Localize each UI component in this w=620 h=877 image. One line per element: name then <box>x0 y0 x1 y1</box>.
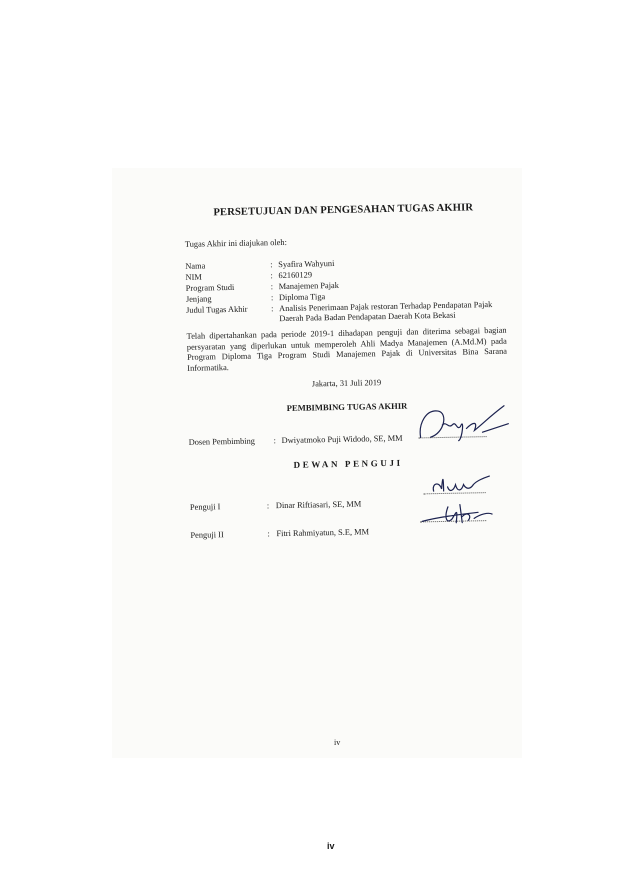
document-page-number: iv <box>334 738 341 747</box>
examiner-label: Penguji II <box>190 530 224 540</box>
examiner-name: Dinar Riftiasari, SE, MM <box>275 499 362 511</box>
document-title: PERSETUJUAN DAN PENGESAHAN TUGAS AKHIR <box>213 202 474 219</box>
supervisor-label: Dosen Pembimbing <box>188 436 256 447</box>
field-label: NIM <box>185 272 202 282</box>
field-colon: : <box>270 282 274 292</box>
field-colon: : <box>270 260 273 270</box>
field-value: Analisis Penerimaan Pajak restoran Terhadap Pendapatan Pajak Daerah Pada Badan Pendapatan Daerah Kota Bekasi <box>279 299 493 324</box>
field-label: Judul Tugas Akhir <box>186 304 248 315</box>
approval-paragraph: Telah dipertahankan pada periode 2019-1 dihadapan penguji dan diterima sebagai bagian persyaratan yang diperlukan untuk memperoleh Ahli Madya Manajemen (A.Md.M) pada Program Diploma Tiga Program Studi Manajemen Pajak di Universitas Bina Sarana Informatika. <box>186 325 508 373</box>
field-colon: : <box>266 501 270 511</box>
field-colon: : <box>270 271 273 281</box>
intro-text: Tugas Akhir ini diajukan oleh: <box>184 237 287 249</box>
examiner-name: Fitri Rahmiyatun, S.E, MM <box>276 527 370 539</box>
field-value: Manajemen Pajak <box>278 280 339 292</box>
examiner-2-signature-icon <box>418 498 499 530</box>
place-date: Jakarta, 31 Juli 2019 <box>311 378 382 389</box>
field-colon: : <box>273 436 277 446</box>
page-number: iv <box>327 841 335 851</box>
examiner-label: Penguji I <box>189 502 221 512</box>
field-label: Jenjang <box>185 294 212 304</box>
examiner-1-signature-icon <box>427 470 498 499</box>
field-colon: : <box>270 293 274 303</box>
supervisor-name: Dwiyatmoko Puji Widodo, SE, MM <box>281 433 403 446</box>
examiner-heading: DEWAN PENGUJI <box>293 457 403 470</box>
field-value: 62160129 <box>278 270 313 281</box>
field-value: Syafira Wahyuni <box>278 259 335 270</box>
field-label: Program Studi <box>185 282 235 293</box>
field-value: Diploma Tiga <box>278 292 326 303</box>
field-label: Nama <box>185 261 206 271</box>
supervisor-heading: PEMBIMBING TUGAS AKHIR <box>286 400 408 413</box>
field-colon: : <box>271 304 274 314</box>
supervisor-signature-icon <box>412 402 513 444</box>
field-colon: : <box>267 529 270 539</box>
